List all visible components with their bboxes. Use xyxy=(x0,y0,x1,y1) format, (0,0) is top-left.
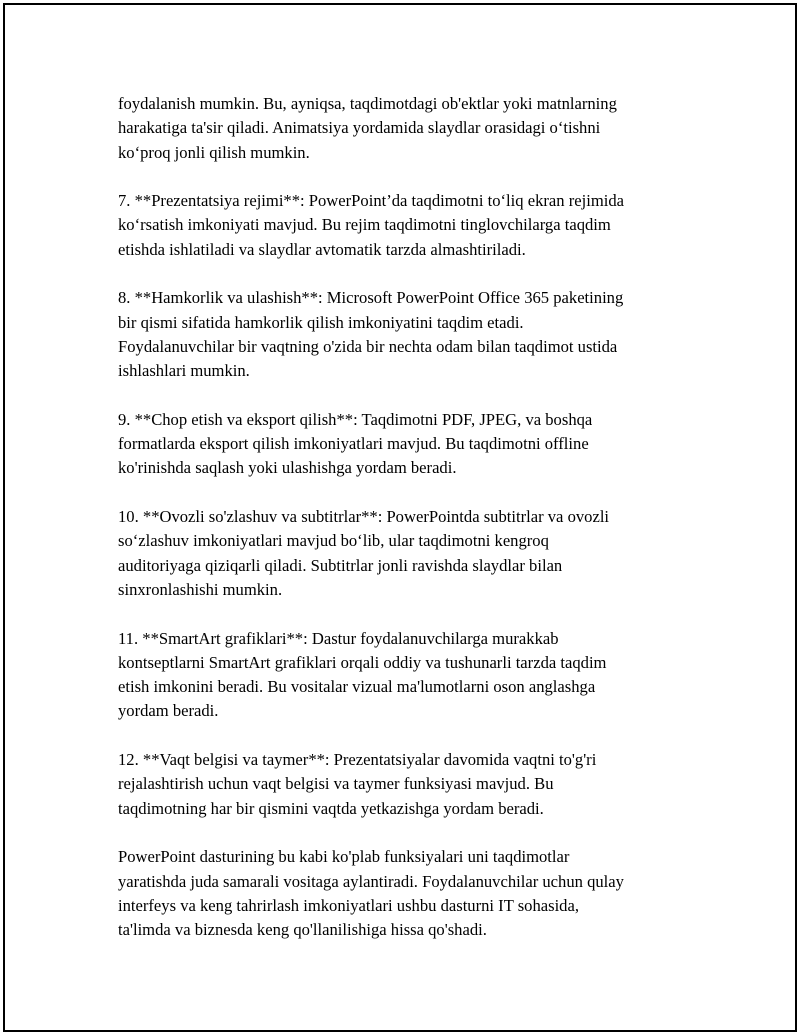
text-line: 12. **Vaqt belgisi va taymer**: Prezentatsiyalar davomida vaqtni to'g'ri xyxy=(118,750,597,770)
text-line: bir qismi sifatida hamkorlik qilish imkoniyatini taqdim etadi. xyxy=(118,312,524,332)
text-line: yaratishda juda samarali vositaga aylantiradi. Foydalanuvchilar uchun qulay xyxy=(118,871,624,891)
text-line: Foydalanuvchilar bir vaqtning o'zida bir nechta odam bilan taqdimot ustida xyxy=(118,336,618,356)
text-line: 9. **Chop etish va eksport qilish**: Taqdimotni PDF, JPEG, va boshqa xyxy=(118,409,593,429)
document-body xyxy=(118,92,698,967)
paragraph-voice-subtitles xyxy=(118,505,698,602)
text-line: yordam beradi. xyxy=(118,701,219,721)
text-line: interfeys va keng tahrirlash imkoniyatlari ushbu dasturni IT sohasida, xyxy=(118,895,579,915)
text-line: 8. **Hamkorlik va ulashish**: Microsoft PowerPoint Office 365 paketining xyxy=(118,288,624,308)
text-line: 10. **Ovozli so'zlashuv va subtitrlar**: PowerPointda subtitrlar va ovozli xyxy=(118,507,610,527)
paragraph-presentation-mode xyxy=(118,189,698,262)
text-line: foydalanish mumkin. Bu, ayniqsa, taqdimotdagi ob'ektlar yoki matnlarning xyxy=(118,94,617,113)
text-line: ko‘rsatish imkoniyati mavjud. Bu rejim taqdimotni tinglovchilarga taqdim xyxy=(118,215,611,235)
text-line: etishda ishlatiladi va slaydlar avtomatik tarzda almashtiriladi. xyxy=(118,239,526,259)
paragraph-collaboration xyxy=(118,286,698,383)
text-line: auditoriyaga qiziqarli qiladi. Subtitrlar jonli ravishda slaydlar bilan xyxy=(118,555,563,575)
paragraph-timer xyxy=(118,748,698,821)
text-line: kontseptlarni SmartArt grafiklari orqali oddiy va tushunarli tarzda taqdim xyxy=(118,652,607,672)
text-line: 11. **SmartArt grafiklari**: Dastur foydalanuvchilarga murakkab xyxy=(118,628,559,648)
text-line: ko'rinishda saqlash yoki ulashishga yordam beradi. xyxy=(118,458,457,478)
text-line: etish imkonini beradi. Bu vositalar vizual ma'lumotlarni oson anglashga xyxy=(118,677,596,697)
paragraph-animation-cont xyxy=(118,92,698,165)
text-line: ko‘proq jonli qilish mumkin. xyxy=(118,142,310,162)
text-line: 7. **Prezentatsiya rejimi**: PowerPoint’da taqdimotni to‘liq ekran rejimida xyxy=(118,191,624,211)
text-line: sinxronlashishi mumkin. xyxy=(118,579,283,599)
text-line: taqdimotning har bir qismini vaqtda yetkazishga yordam beradi. xyxy=(118,798,544,818)
text-line: formatlarda eksport qilish imkoniyatlari mavjud. Bu taqdimotni offline xyxy=(118,434,589,454)
paragraph-conclusion xyxy=(118,845,698,942)
paragraph-smartart xyxy=(118,627,698,724)
text-line: ishlashlari mumkin. xyxy=(118,361,250,381)
text-line: rejalashtirish uchun vaqt belgisi va taymer funksiyasi mavjud. Bu xyxy=(118,774,554,794)
text-line: harakatiga ta'sir qiladi. Animatsiya yordamida slaydlar orasidagi o‘tishni xyxy=(118,118,601,138)
text-line: PowerPoint dasturining bu kabi ko'plab funksiyalari uni taqdimotlar xyxy=(118,847,570,867)
text-line: so‘zlashuv imkoniyatlari mavjud bo‘lib, ular taqdimotni kengroq xyxy=(118,531,549,551)
text-line: ta'limda va biznesda keng qo'llanilishiga hissa qo'shadi. xyxy=(118,920,487,940)
paragraph-print-export xyxy=(118,408,698,481)
